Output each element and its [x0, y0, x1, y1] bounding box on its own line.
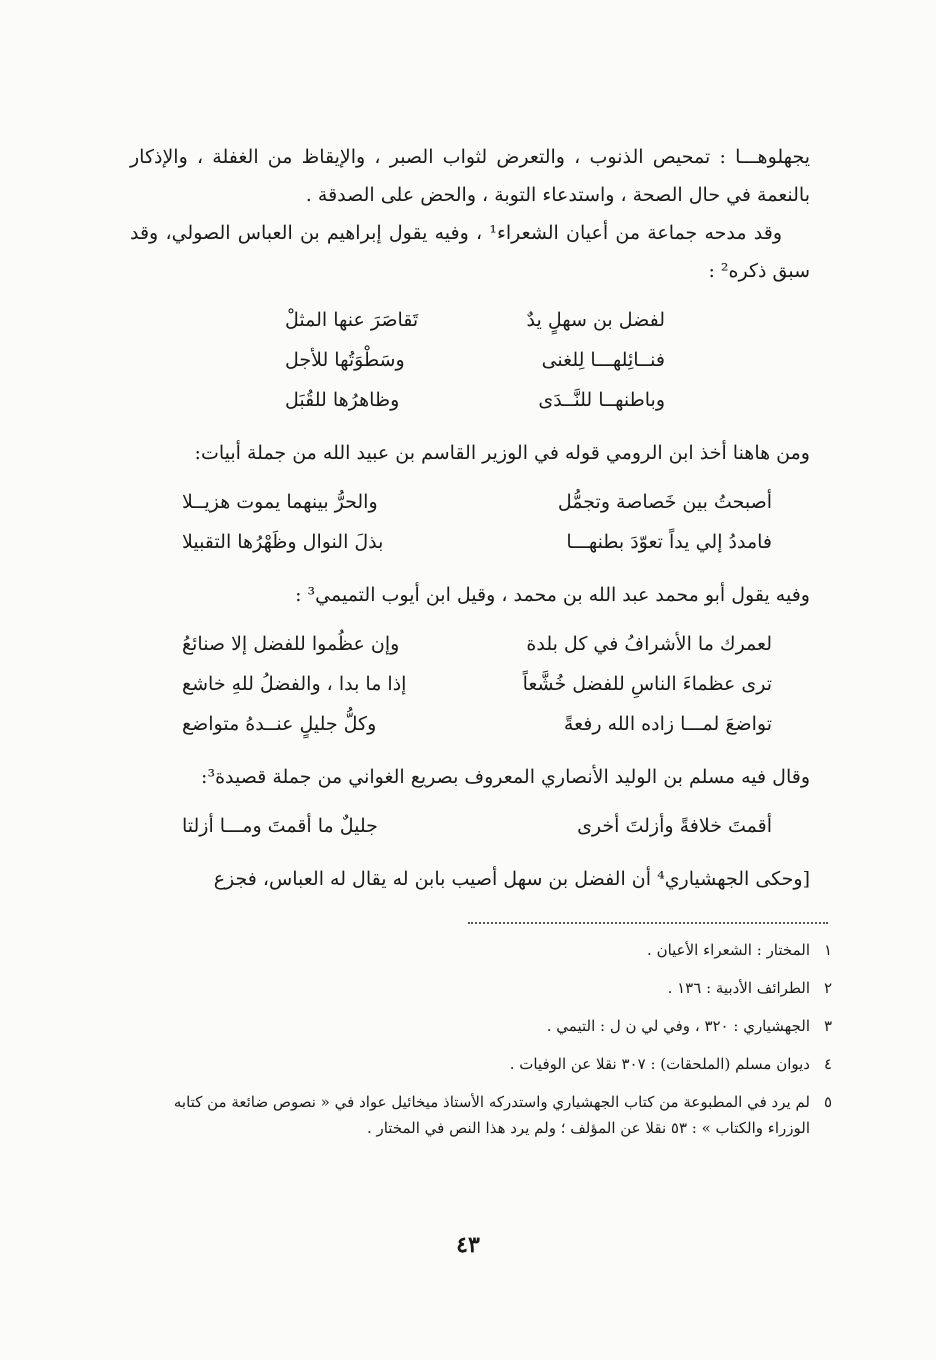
verse-second-hemistich: وسَطْوَتُها للأجل	[285, 349, 405, 371]
footnote	[130, 1086, 832, 1141]
footnote-text: الجهشياري : ٣٢٠ ، وفي لي ن ل : التيمي .	[546, 1017, 810, 1035]
footnote-number: ٢	[823, 979, 832, 997]
verse-first-hemistich: لعمرك ما الأشرافُ في كل بلدة	[526, 633, 772, 655]
verse-line	[182, 624, 772, 664]
verse-first-hemistich: أصبحتُ بين خَصاصة وتجمُّل	[557, 491, 772, 513]
verse-line	[182, 482, 772, 522]
verse-second-hemistich: وإن عظُموا للفضل إلا صنائعُ	[182, 633, 400, 655]
verse-second-hemistich: وظاهرُها للقُبَل	[285, 389, 400, 411]
page-number: ٤٣	[456, 1232, 480, 1258]
footnote-text: الطرائف الأدبية : ١٣٦ .	[667, 979, 810, 997]
footnote-divider	[468, 922, 828, 924]
verse-line	[182, 522, 772, 562]
verse-line	[285, 380, 665, 420]
footnote-number: ١	[823, 941, 832, 959]
verse-line	[182, 664, 772, 704]
verse-second-hemistich: بذلَ النوال وظَهْرُها التقبيلا	[182, 531, 384, 553]
verse-line	[182, 704, 772, 744]
verse-first-hemistich: أقمتَ خلافةً وأزلتَ أخرى	[577, 815, 772, 837]
verse-first-hemistich: ترى عظماءَ الناسِ للفضل خُشَّعاً	[522, 673, 772, 695]
poem-2	[130, 482, 810, 562]
verse-second-hemistich: والحرُّ بينهما يموت هزيــلا	[182, 491, 378, 513]
paragraph-5: وقال فيه مسلم بن الوليد الأنصاري المعروف بصريع الغواني من جملة قصيدة³:	[201, 766, 810, 788]
verse-second-hemistich: وكلُّ جليلٍ عنــدهُ متواضع	[182, 713, 377, 735]
paragraph-4: وفيه يقول أبو محمد عبد الله بن محمد ، وقيل ابن أيوب التميمي³ :	[295, 584, 810, 606]
footnote	[130, 1048, 832, 1080]
footnote-number: ٣	[823, 1017, 832, 1035]
verse-line	[182, 806, 772, 846]
verse-line	[285, 340, 665, 380]
verse-first-hemistich: فامددُ إلي يداً تعوّدَ بطنهـــا	[566, 531, 772, 553]
footnote-text: المختار : الشعراء الأعيان .	[647, 941, 810, 959]
footnote	[130, 1010, 832, 1042]
page-body	[130, 138, 832, 1147]
footnote	[130, 972, 832, 1004]
paragraph-6: [وحكى الجهشياري⁴ أن الفضل بن سهل أصيب بابن له يقال له العباس، فجزع	[213, 868, 810, 890]
paragraph-3: ومن هاهنا أخذ ابن الرومي قوله في الوزير القاسم بن عبيد الله من جملة أبيات:	[194, 442, 810, 464]
footnote-number: ٤	[823, 1055, 832, 1073]
verse-first-hemistich: فنــائِلهـــا لِلغنى	[541, 349, 665, 371]
verse-second-hemistich: تَقاصَرَ عنها المثلْ	[285, 309, 419, 331]
verse-first-hemistich: لفضل بن سهلٍ يدٌ	[526, 309, 665, 331]
verse-second-hemistich: جليلٌ ما أقمتَ ومـــا أزلتا	[182, 815, 378, 837]
poem-4	[130, 806, 810, 846]
footnotes	[130, 934, 832, 1141]
poem-3	[130, 624, 810, 744]
paragraph-1: يجهلوهـــا : تمحيص الذنوب ، والتعرض لثواب الصبر ، والإيقاظ من الغفلة ، والإذكار بالنعمة في حال الصحة ، واستدعاء التوبة ، والحض على الصدقة .	[130, 146, 810, 206]
paragraph-2: وقد مدحه جماعة من أعيان الشعراء¹ ، وفيه يقول إبراهيم بن العباس الصولي، وقد سبق ذكره² :	[130, 222, 810, 282]
footnote	[130, 934, 832, 966]
poem-1	[130, 300, 810, 420]
verse-first-hemistich: تواضعَ لمـــا زاده الله رفعةً	[563, 713, 772, 735]
footnote-number: ٥	[823, 1093, 832, 1111]
footnote-text: لم يرد في المطبوعة من كتاب الجهشياري واستدركه الأستاذ ميخائيل عواد في « نصوص ضائعة من كتابه الوزراء والكتاب » : ٥٣ نقلا عن المؤلف ؛ ولم يرد هذا النص في المختار .	[173, 1093, 810, 1137]
verse-second-hemistich: إذا ما بدا ، والفضلُ للهِ خاشع	[182, 673, 407, 695]
verse-line	[285, 300, 665, 340]
footnote-text: ديوان مسلم (الملحقات) : ٣٠٧ نقلا عن الوفيات .	[509, 1055, 810, 1073]
verse-first-hemistich: وباطنهــا للنَّــدَى	[538, 389, 665, 411]
